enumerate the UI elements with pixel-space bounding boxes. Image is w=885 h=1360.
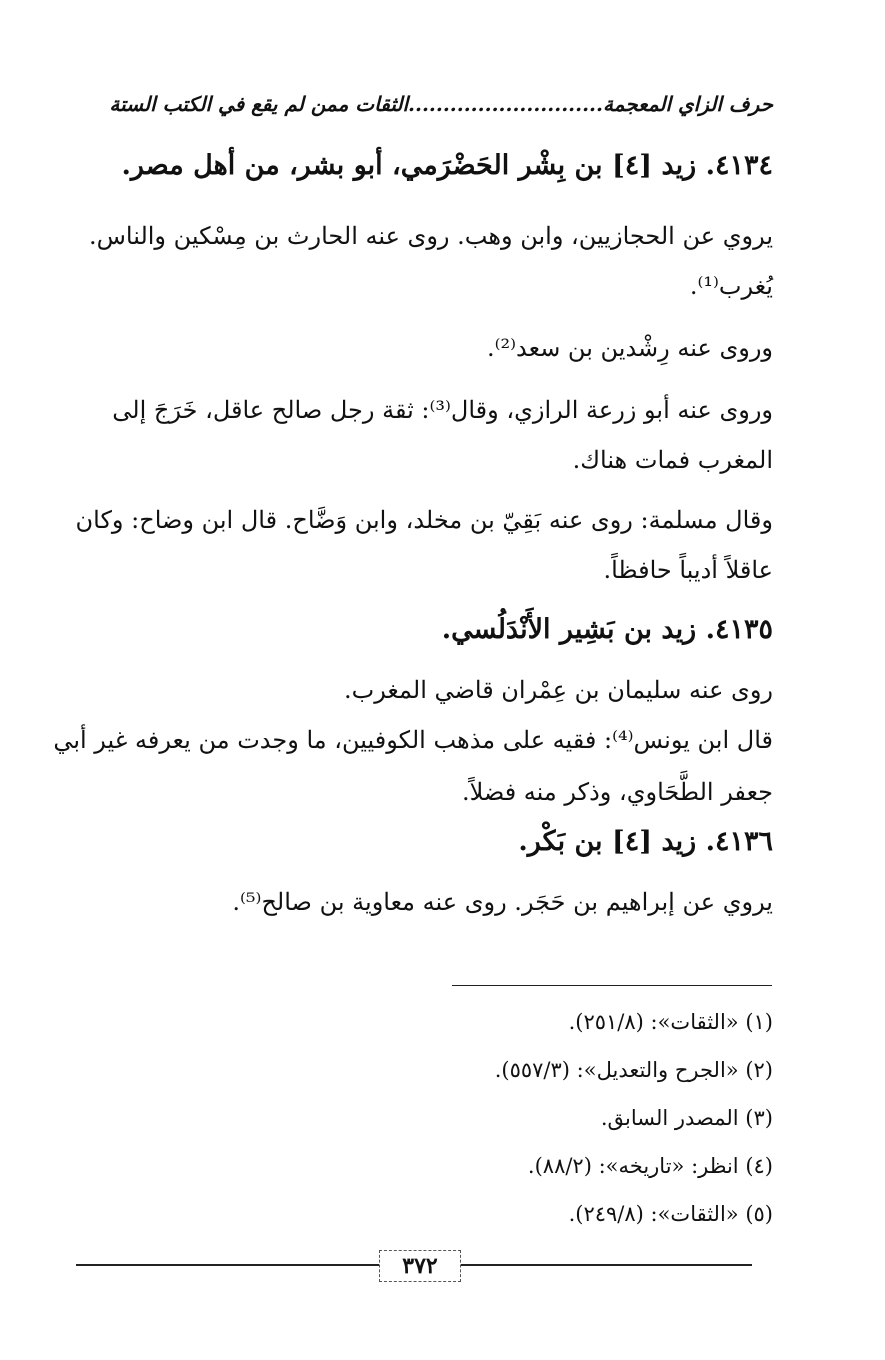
header-right: الثقات ممن لم يقع في الكتب الستة	[109, 92, 409, 116]
entry-title: زيد [٤] بن بَكْر.	[518, 826, 697, 857]
header-left: حرف الزاي المعجمة	[602, 92, 773, 116]
footnote-separator	[452, 985, 772, 986]
footnote: (٤) انظر: «تاريخه»: (٨٨/٢).	[527, 1154, 773, 1178]
running-header	[109, 92, 773, 116]
entry-heading	[442, 614, 773, 645]
header-dots: ............................	[408, 92, 603, 116]
entry-number: ٤١٣٤.	[705, 150, 773, 181]
bottom-rule-left	[76, 1264, 379, 1266]
entry-heading	[518, 826, 773, 857]
paragraph-line: قال ابن يونس⁽⁴⁾: فقيه على مذهب الكوفيين، ما وجدت من يعرفه غير أبي	[53, 726, 773, 754]
paragraph-line: يُغرب⁽¹⁾.	[689, 272, 773, 300]
paragraph-line: روى عنه سليمان بن عِمْران قاضي المغرب.	[343, 676, 773, 704]
entry-title: زيد [٤] بن بِشْر الحَضْرَمي، أبو بشر، من أهل مصر.	[121, 150, 697, 181]
footnote: (٣) المصدر السابق.	[600, 1106, 773, 1130]
entry-heading	[122, 150, 774, 181]
paragraph-line: جعفر الطَّحَاوي، وذكر منه فضلاً.	[461, 778, 773, 806]
entry-number: ٤١٣٦.	[705, 826, 773, 857]
footnote: (٢) «الجرح والتعديل»: (٥٥٧/٣).	[494, 1058, 773, 1082]
page-number: ٣٧٢	[379, 1250, 461, 1282]
paragraph-line: وروى عنه رِشْدين بن سعد⁽²⁾.	[486, 334, 773, 362]
paragraph-line: يروي عن الحجازيين، وابن وهب. روى عنه الحارث بن مِسْكين والناس.	[88, 222, 773, 250]
entry-number: ٤١٣٥.	[705, 614, 773, 645]
paragraph-line: عاقلاً أديباً حافظاً.	[603, 556, 773, 584]
paragraph-line: وقال مسلمة: روى عنه بَقِيّ بن مخلد، وابن وَضَّاح. قال ابن وضاح: وكان	[75, 506, 773, 534]
footnote: (٥) «الثقات»: (٢٤٩/٨).	[568, 1202, 773, 1226]
paragraph-line: يروي عن إبراهيم بن حَجَر. روى عنه معاوية بن صالح⁽⁵⁾.	[232, 888, 773, 916]
entry-title: زيد بن بَشِير الأَنْدَلُسي.	[441, 614, 697, 645]
footnote: (١) «الثقات»: (٢٥١/٨).	[568, 1010, 773, 1034]
bottom-rule-right	[459, 1264, 752, 1266]
paragraph-line: المغرب فمات هناك.	[572, 446, 773, 474]
paragraph-line: وروى عنه أبو زرعة الرازي، وقال⁽³⁾: ثقة رجل صالح عاقل، خَرَجَ إلى	[112, 396, 773, 424]
